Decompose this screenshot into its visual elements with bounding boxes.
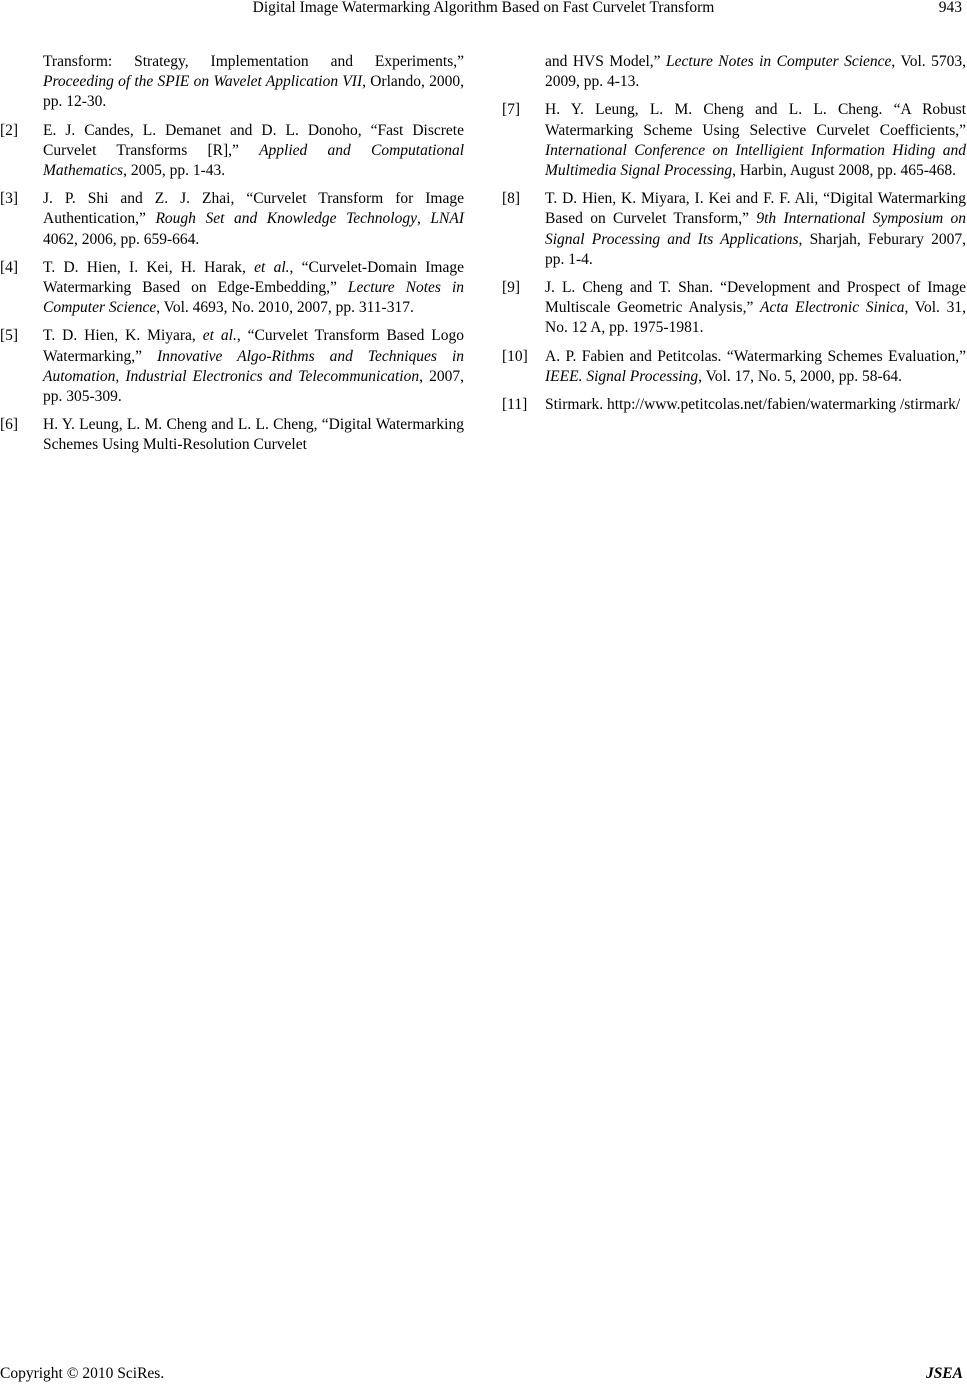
reference-text: Transform: Strategy, Implementation and Experiments,” Proceeding of the SPIE on Wavelet Application VII, Orlando, 2000, pp. 12-30. — [43, 53, 464, 111]
reference-text: T. D. Hien, K. Miyara, I. Kei and F. F. Ali, “Digital Watermarking Based on Curvelet Transform,” 9th International Symposium on Signal Processing and Its Applications, Sharjah, Feburary 2007, pp. 1-4. — [545, 190, 966, 268]
reference-text: T. D. Hien, I. Kei, H. Harak, et al., “Curvelet-Domain Image Watermarking Based on Edge-Embedding,” Lecture Notes in Computer Science, Vol. 4693, No. 2010, 2007, pp. 311-317. — [43, 258, 465, 317]
reference-item — [0, 121, 464, 182]
reference-text: H. Y. Leung, L. M. Cheng and L. L. Cheng. “A Robust Watermarking Scheme Using Selective Curvelet Coefficients,” International Conference on Intelligient Information Hiding and Multimedia Signal Processing, Harbin, August 2008, pp. 465-468. — [545, 101, 966, 180]
reference-number: [11] — [502, 396, 528, 414]
page-number: 943 — [938, 0, 962, 16]
reference-text: A. P. Fabien and Petitcolas. “Watermarking Schemes Evaluation,” IEEE. Signal Processing, Vol. 17, No. 5, 2000, pp. 58-64. — [545, 347, 966, 385]
reference-item — [502, 100, 966, 181]
reference-text: E. J. Candes, L. Demanet and D. L. Donoho, “Fast Discrete Curvelet Transforms [R],” Applied and Computational Mathematics, 2005, pp. 1-43. — [43, 121, 465, 180]
reference-item — [0, 189, 464, 250]
reference-text: H. Y. Leung, L. M. Cheng and L. L. Cheng, “Digital Watermarking Schemes Using Multi-Resolution Curvelet — [43, 416, 464, 454]
reference-item — [0, 326, 464, 407]
reference-text: T. D. Hien, K. Miyara, et al., “Curvelet Transform Based Logo Watermarking,” Innovative Algo-Rithms and Techniques in Automation, Industrial Electronics and Telecommunication, 2007, pp. 305-309. — [43, 327, 465, 406]
reference-number: [10] — [502, 347, 528, 365]
reference-number: [3] — [0, 190, 19, 208]
copyright-notice: Copyright © 2010 SciRes. — [0, 1365, 165, 1382]
reference-item — [0, 415, 464, 455]
reference-number: [6] — [0, 416, 19, 434]
page-footer — [0, 1364, 967, 1384]
reference-number: [5] — [0, 327, 19, 345]
left-column — [0, 52, 464, 464]
reference-continuation — [502, 52, 966, 92]
running-title: Digital Image Watermarking Algorithm Based on Fast Curvelet Transform — [252, 0, 715, 16]
reference-number: [7] — [502, 101, 521, 119]
reference-url: Stirmark. http://www.petitcolas.net/fabien/watermarking /stirmark/ — [545, 396, 961, 414]
reference-item — [502, 278, 966, 339]
reference-number: [8] — [502, 190, 521, 208]
right-column — [502, 52, 966, 423]
reference-item — [502, 395, 966, 415]
running-header — [0, 0, 967, 20]
reference-text: and HVS Model,” Lecture Notes in Computer Science, Vol. 5703, 2009, pp. 4-13. — [545, 53, 966, 91]
reference-text — [545, 395, 966, 415]
reference-continuation — [0, 52, 464, 113]
reference-text: J. P. Shi and Z. J. Zhai, “Curvelet Transform for Image Authentication,” Rough Set and Knowledge Technology, LNAI 4062, 2006, pp. 659-664. — [43, 190, 464, 248]
reference-number: [4] — [0, 258, 19, 276]
journal-abbreviation: JSEA — [925, 1365, 963, 1382]
reference-number: [9] — [502, 279, 521, 297]
reference-item — [502, 347, 966, 387]
reference-text: J. L. Cheng and T. Shan. “Development and Prospect of Image Multiscale Geometric Analysis,” Acta Electronic Sinica, Vol. 31, No. 12 A, pp. 1975-1981. — [545, 279, 966, 337]
reference-item — [502, 189, 966, 270]
reference-number: [2] — [0, 121, 19, 139]
reference-item — [0, 258, 464, 319]
